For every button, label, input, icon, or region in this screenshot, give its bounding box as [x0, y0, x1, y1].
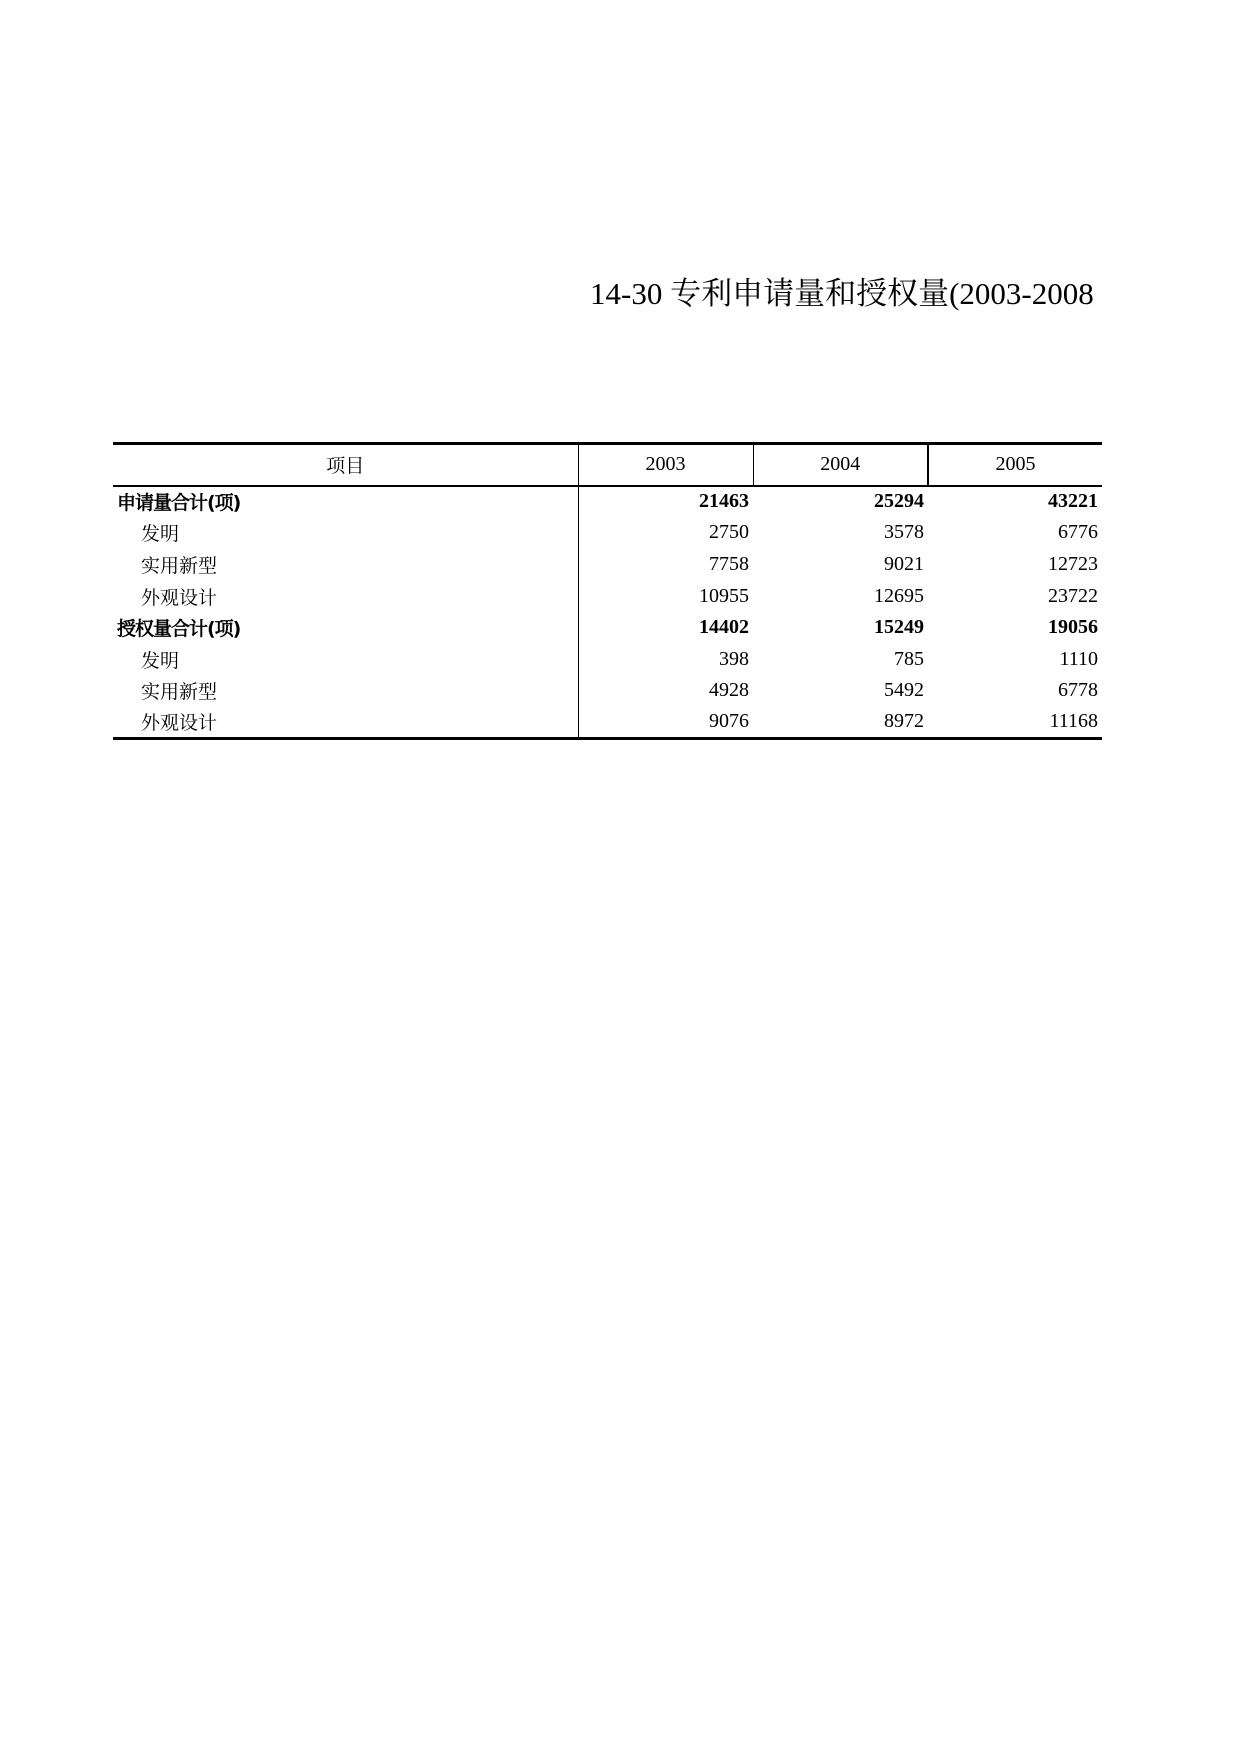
value-cell: 785 [894, 647, 924, 670]
value-cell: 23722 [1048, 584, 1098, 607]
total-row [113, 486, 1102, 518]
row-label: 发明 [113, 517, 578, 549]
row-label: 实用新型 [113, 675, 578, 707]
table-row [113, 707, 1102, 739]
value-cell: 1110 [1059, 647, 1098, 670]
value-cell: 7758 [709, 552, 749, 575]
value-cell: 9076 [578, 707, 753, 739]
value-cell: 4928 [709, 679, 749, 702]
value-cell: 15249 [874, 616, 924, 639]
value-cell: 6778 [1058, 679, 1098, 702]
value-cell: 12695 [874, 584, 924, 607]
value-cell: 19056 [1048, 616, 1098, 639]
value-cell: 2750 [709, 521, 749, 544]
table-row [113, 580, 1102, 612]
row-label: 发明 [113, 643, 578, 675]
header-row [113, 444, 1102, 486]
row-label: 授权量合计(项) [113, 612, 578, 644]
table-row [113, 517, 1102, 549]
header-year: 2004 [753, 444, 928, 486]
value-cell: 14402 [699, 616, 749, 639]
row-label: 外观设计 [113, 580, 578, 612]
value-cell: 43221 [1048, 490, 1098, 513]
value-cell: 5492 [884, 679, 924, 702]
row-label: 外观设计 [113, 707, 578, 739]
header-year: 2005 [928, 444, 1102, 486]
patent-table [113, 442, 1102, 740]
table-title: 14-30 专利申请量和授权量(2003-2008 [590, 276, 1094, 311]
row-label: 实用新型 [113, 549, 578, 581]
value-cell: 8972 [753, 707, 928, 739]
table-row [113, 675, 1102, 707]
row-label: 申请量合计(项) [113, 486, 578, 518]
value-cell: 9021 [884, 552, 924, 575]
value-cell: 3578 [884, 521, 924, 544]
value-cell: 21463 [699, 490, 749, 513]
value-cell: 11168 [928, 707, 1102, 739]
table-row [113, 549, 1102, 581]
header-year: 2003 [578, 444, 753, 486]
header-item: 项目 [113, 444, 578, 486]
value-cell: 10955 [699, 584, 749, 607]
value-cell: 25294 [874, 490, 924, 513]
total-row [113, 612, 1102, 644]
value-cell: 6776 [1058, 521, 1098, 544]
value-cell: 12723 [1048, 552, 1098, 575]
title-container [590, 272, 1104, 316]
value-cell: 398 [719, 647, 749, 670]
table-row [113, 643, 1102, 675]
